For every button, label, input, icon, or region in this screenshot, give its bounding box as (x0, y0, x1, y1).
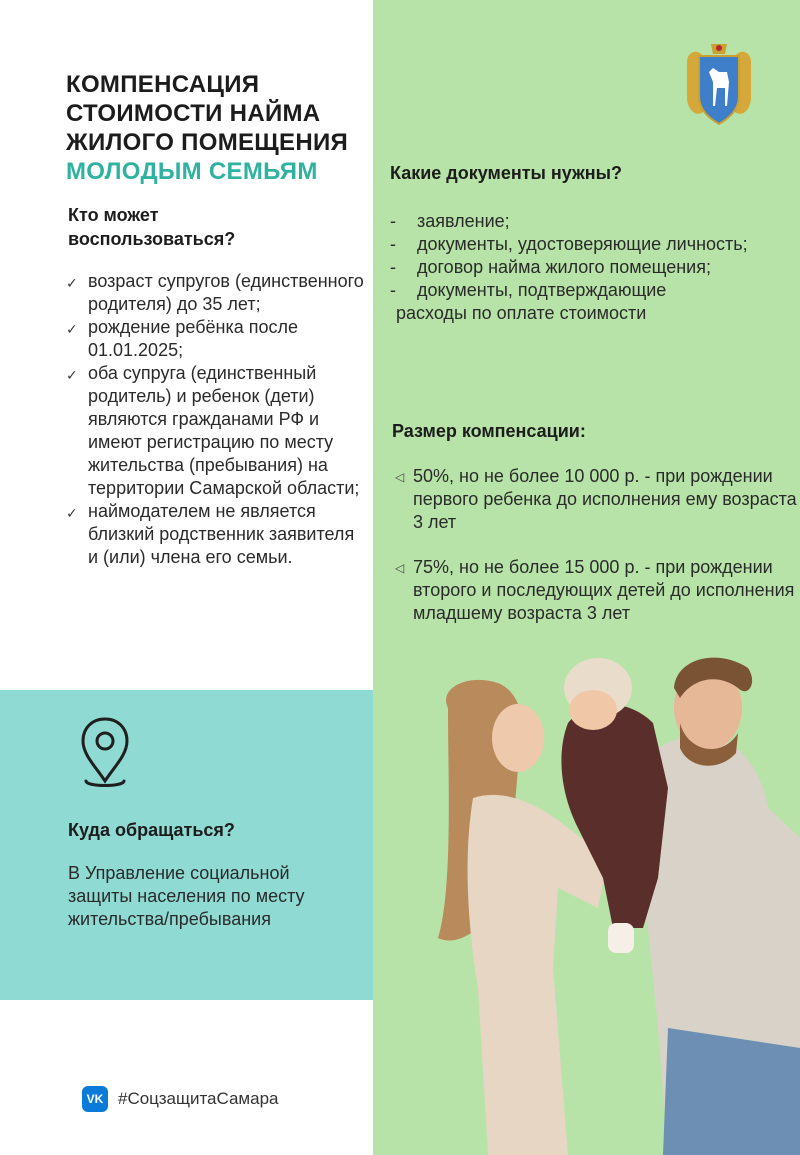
list-item: - документы, подтверждающие расходы по оплате стоимости (390, 280, 667, 323)
title-line-1: КОМПЕНСАЦИЯ (66, 71, 260, 98)
document-text-line-1: документы, подтверждающие (417, 280, 667, 300)
contact-band (0, 690, 373, 1000)
eligibility-text: наймодателем не является близкий родственник заявителя и (или) члена его семьи. (88, 501, 355, 567)
page-title (66, 70, 376, 186)
who-heading-line-2: воспользоваться? (68, 229, 236, 249)
checkmark-icon: ✓ (66, 505, 78, 521)
list-item (66, 500, 366, 569)
list-item: - заявление; (390, 211, 510, 231)
family-photo (418, 628, 800, 1155)
list-item (66, 362, 366, 500)
where-heading: Куда обращаться? (68, 820, 235, 840)
who-heading (68, 203, 235, 251)
title-line-3: ЖИЛОГО ПОМЕЩЕНИЯ (66, 129, 349, 156)
compensation-text: 50%, но не более 10 000 р. - при рождении первого ребенка до исполнения ему возраста 3 лет (413, 466, 797, 532)
footer (82, 1086, 279, 1112)
compensation-item-1 (395, 465, 798, 534)
checkmark-icon: ✓ (66, 321, 78, 337)
documents-heading: Какие документы нужны? (390, 163, 622, 183)
triangle-bullet-icon: ◁ (395, 470, 405, 484)
eligibility-text: возраст супругов (единственного родителя) до 35 лет; (88, 271, 364, 314)
list-item (66, 270, 366, 316)
documents-list (390, 210, 785, 325)
checkmark-icon: ✓ (66, 275, 78, 291)
map-pin-icon (78, 715, 132, 797)
eligibility-text: рождение ребёнка после 01.01.2025; (88, 317, 299, 360)
where-text: В Управление социальной защиты населения по месту жительства/пребывания (68, 863, 305, 929)
compensation-item-2 (395, 556, 798, 625)
list-item: - документы, удостоверяющие личность; (390, 234, 748, 254)
list-item (66, 316, 366, 362)
eligibility-list (66, 270, 366, 569)
coat-of-arms-icon (683, 42, 755, 128)
document-text: документы, удостоверяющие личность; (417, 234, 748, 254)
title-accent: МОЛОДЫМ СЕМЬЯМ (66, 158, 318, 185)
compensation-heading: Размер компенсации: (392, 421, 586, 441)
checkmark-icon: ✓ (66, 367, 78, 383)
compensation-text: 75%, но не более 15 000 р. - при рождении второго и последующих детей до исполнения младшему возраста 3 лет (413, 557, 795, 623)
hashtag-link[interactable]: #СоцзащитаСамара (118, 1089, 279, 1108)
eligibility-text: оба супруга (единственный родитель) и ребенок (дети) являются гражданами РФ и имеют регистрацию по месту жительства (пребывания) на территории Самарской области; (88, 363, 360, 498)
vk-icon[interactable]: VK (82, 1086, 108, 1112)
title-line-2: СТОИМОСТИ НАЙМА (66, 100, 321, 127)
triangle-bullet-icon: ◁ (395, 561, 405, 575)
document-text-line-2: расходы по оплате стоимости (396, 303, 647, 323)
document-text: заявление; (417, 211, 510, 231)
list-item: - договор найма жилого помещения; (390, 257, 711, 277)
who-heading-line-1: Кто может (68, 205, 159, 225)
document-text: договор найма жилого помещения; (417, 257, 711, 277)
